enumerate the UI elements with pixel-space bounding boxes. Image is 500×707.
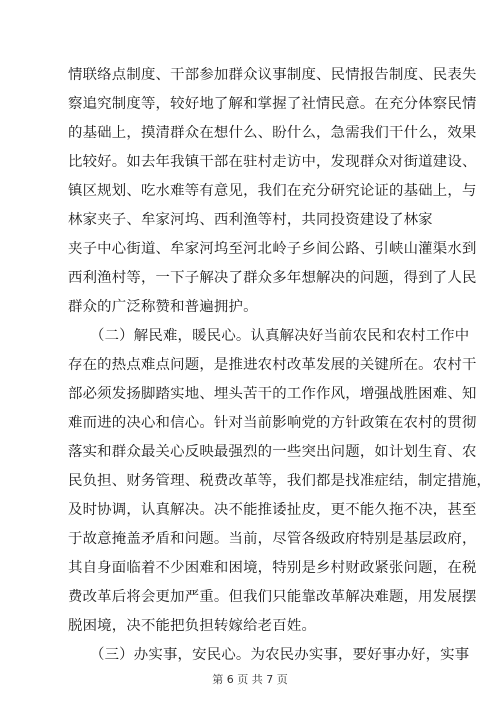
body-text-line: 林家夹子、牟家河坞、西利渔等村，共同投资建设了林家 <box>68 212 433 228</box>
body-text-line: 及时协调，认真解决。决不能推诿扯皮，更不能久拖不决，甚至 <box>68 502 477 518</box>
section-heading-line: （二）解民难，暖民心。认真解决好当前农民和农村工作中 <box>90 328 470 344</box>
body-text-line: 存在的热点难点问题，是推进农村改革发展的关键所在。农村干 <box>68 357 477 373</box>
body-text-line: 部必须发扬脚踏实地、埋头苦干的工作作风，增强战胜困难、知 <box>68 386 477 402</box>
body-text-line: 镇区规划、吃水难等有意见，我们在充分研究论证的基础上，与 <box>68 183 477 199</box>
body-text-line: 落实和群众最关心反映最强烈的一些突出问题，如计划生育、农 <box>68 444 477 460</box>
section-heading-line: （三）办实事，安民心。为农民办实事，要好事办好，实事 <box>90 647 470 663</box>
body-text-line: 西利渔村等，一下子解决了群众多年想解决的问题，得到了人民 <box>68 270 477 286</box>
body-text-line: 夹子中心街道、牟家河坞至河北岭子乡间公路、引峡山灌渠水到 <box>68 241 477 257</box>
body-text-line: 察追究制度等，较好地了解和掌握了社情民意。在充分体察民情 <box>68 96 477 112</box>
body-text-line: 其自身面临着不少困难和困境，特别是乡村财政紧张问题，在税 <box>68 560 477 576</box>
body-text-line: 情联络点制度、干部参加群众议事制度、民情报告制度、民表失 <box>68 67 477 83</box>
body-text-line: 于故意掩盖矛盾和问题。当前，尽管各级政府特别是基层政府， <box>68 531 477 547</box>
body-text-line: 费改革后将会更加严重。但我们只能靠改革解决难题，用发展摆 <box>68 589 477 605</box>
page-footer: 第 6 页 共 7 页 <box>212 673 288 686</box>
body-text-line: 民负担、财务管理、税费改革等，我们都是找准症结，制定措施， <box>68 473 492 489</box>
body-text-line: 群众的广泛称赞和普遍拥护。 <box>68 299 258 315</box>
body-text-line: 的基础上，摸清群众在想什么、盼什么，急需我们干什么，效果 <box>68 125 477 141</box>
body-text-line: 难而进的决心和信心。针对当前影响党的方针政策在农村的贯彻 <box>68 415 477 431</box>
body-text-line: 脱困境，决不能把负担转嫁给老百姓。 <box>68 618 317 634</box>
body-text-line: 比较好。如去年我镇干部在驻村走访中，发现群众对街道建设、 <box>68 154 477 170</box>
